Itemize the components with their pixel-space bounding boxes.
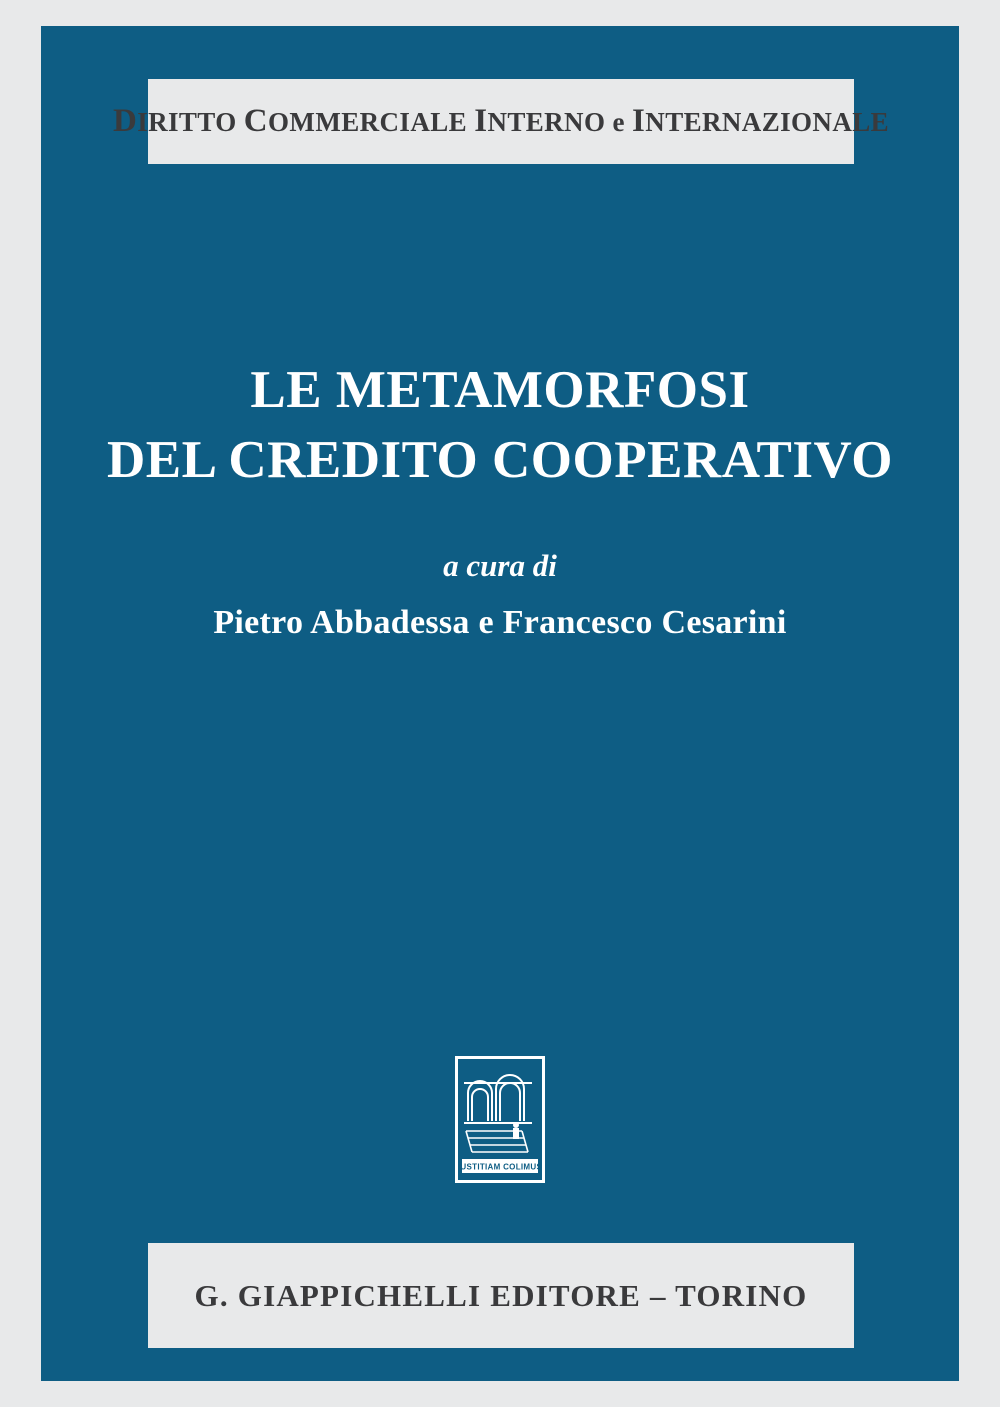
title-line-2: DEL CREDITO COOPERATIVO [107, 431, 893, 489]
publisher-name: G. GIAPPICHELLI EDITORE – TORINO [194, 1277, 808, 1313]
editors-label: a cura di [443, 548, 557, 583]
svg-text:IUSTITIAM COLIMUS: IUSTITIAM COLIMUS [458, 1162, 542, 1172]
publisher-band [148, 1243, 854, 1348]
page-title [60, 355, 940, 495]
series-band [112, 79, 890, 164]
editors-names: Pietro Abbadessa e Francesco Cesarini [213, 604, 787, 641]
title-line-1: LE METAMORFOSI [250, 361, 750, 419]
publisher-logo-icon [455, 1056, 545, 1183]
series-title: DIRITTO COMMERCIALE INTERNO e INTERNAZIONALE [112, 103, 890, 139]
